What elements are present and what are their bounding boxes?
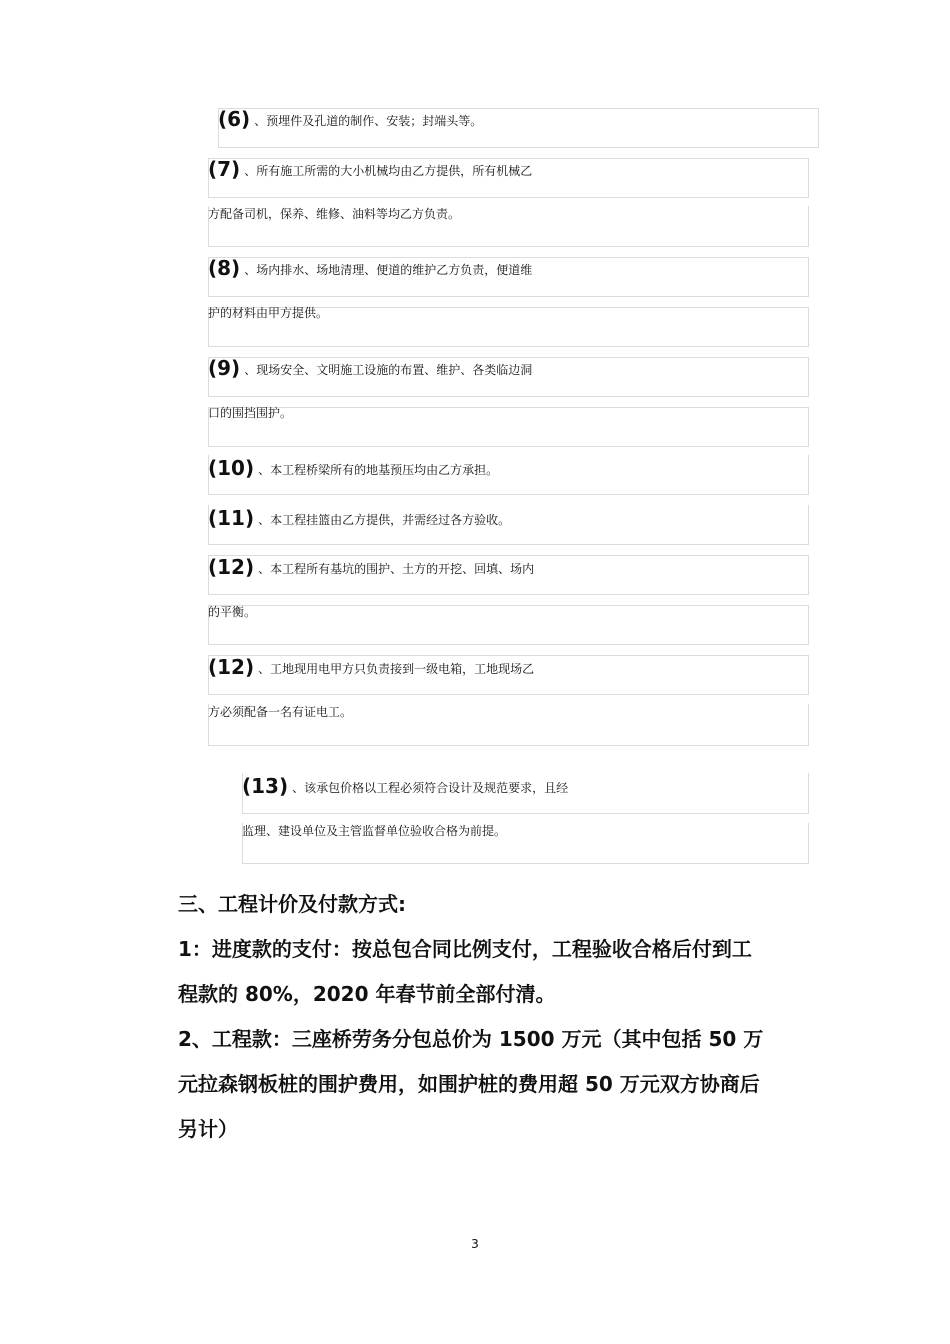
clause-13-continued: 监理、建设单位及主管监督单位验收合格为前提。 xyxy=(242,824,507,838)
clause-number: (10) xyxy=(208,456,255,480)
clause-number: (6) xyxy=(218,107,251,131)
clause-text: 、本工程桥梁所有的地基预压均由乙方承担。 xyxy=(258,463,499,477)
clause-12 xyxy=(208,555,535,579)
clause-13 xyxy=(242,774,569,798)
clause-text: 、该承包价格以工程必须符合设计及规范要求，且经 xyxy=(292,781,569,795)
clause-number: (8) xyxy=(208,256,241,280)
cell-frame xyxy=(208,407,809,447)
section-heading: 三、工程计价及付款方式: xyxy=(178,892,406,916)
clause-11 xyxy=(208,506,511,530)
clause-text: 、本工程挂篮由乙方提供，并需经过各方验收。 xyxy=(258,513,511,527)
clause-7 xyxy=(208,157,533,181)
payment-paragraph-2-line-2: 元拉森钢板桩的围护费用，如围护桩的费用超 50 万元双方协商后 xyxy=(178,1072,760,1096)
clause-text: 、场内排水、场地清理、便道的维护乙方负责，便道维 xyxy=(244,263,533,277)
clause-6 xyxy=(218,107,483,131)
clause-text: 、本工程所有基坑的围护、土方的开挖、回填、场内 xyxy=(258,562,535,576)
clause-9-continued: 口的围挡围护。 xyxy=(208,406,293,420)
clause-8 xyxy=(208,256,533,280)
clause-text: 、现场安全、文明施工设施的布置、维护、各类临边洞 xyxy=(244,363,533,377)
clause-10 xyxy=(208,456,499,480)
clause-text: 、预埋件及孔道的制作、安装；封端头等。 xyxy=(254,114,483,128)
clause-number: (7) xyxy=(208,157,241,181)
clause-9 xyxy=(208,356,533,380)
clause-number: (11) xyxy=(208,506,255,530)
payment-paragraph-1-line-2: 程款的 80%，2020 年春节前全部付清。 xyxy=(178,982,556,1006)
clause-12-continued: 的平衡。 xyxy=(208,605,257,619)
payment-paragraph-1-line-1: 1：进度款的支付：按总包合同比例支付，工程验收合格后付到工 xyxy=(178,937,752,961)
payment-paragraph-2-line-3: 另计） xyxy=(178,1117,238,1141)
clause-text: 、所有施工所需的大小机械均由乙方提供，所有机械乙 xyxy=(244,164,533,178)
clause-7-continued: 方配备司机，保养、维修、油料等均乙方负责。 xyxy=(208,207,461,221)
clause-number: (12) xyxy=(208,655,255,679)
payment-paragraph-2-line-1: 2、工程款：三座桥劳务分包总价为 1500 万元（其中包括 50 万 xyxy=(178,1027,764,1051)
clause-number: (13) xyxy=(242,774,289,798)
clause-12b-continued: 方必须配备一名有证电工。 xyxy=(208,705,353,719)
cell-frame xyxy=(208,605,809,645)
clause-8-continued: 护的材料由甲方提供。 xyxy=(208,306,329,320)
page-number: 3 xyxy=(471,1237,479,1251)
clause-12b xyxy=(208,655,535,679)
clause-number: (12) xyxy=(208,555,255,579)
clause-text: 、工地现用电甲方只负责接到一级电箱，工地现场乙 xyxy=(258,662,535,676)
clause-number: (9) xyxy=(208,356,241,380)
